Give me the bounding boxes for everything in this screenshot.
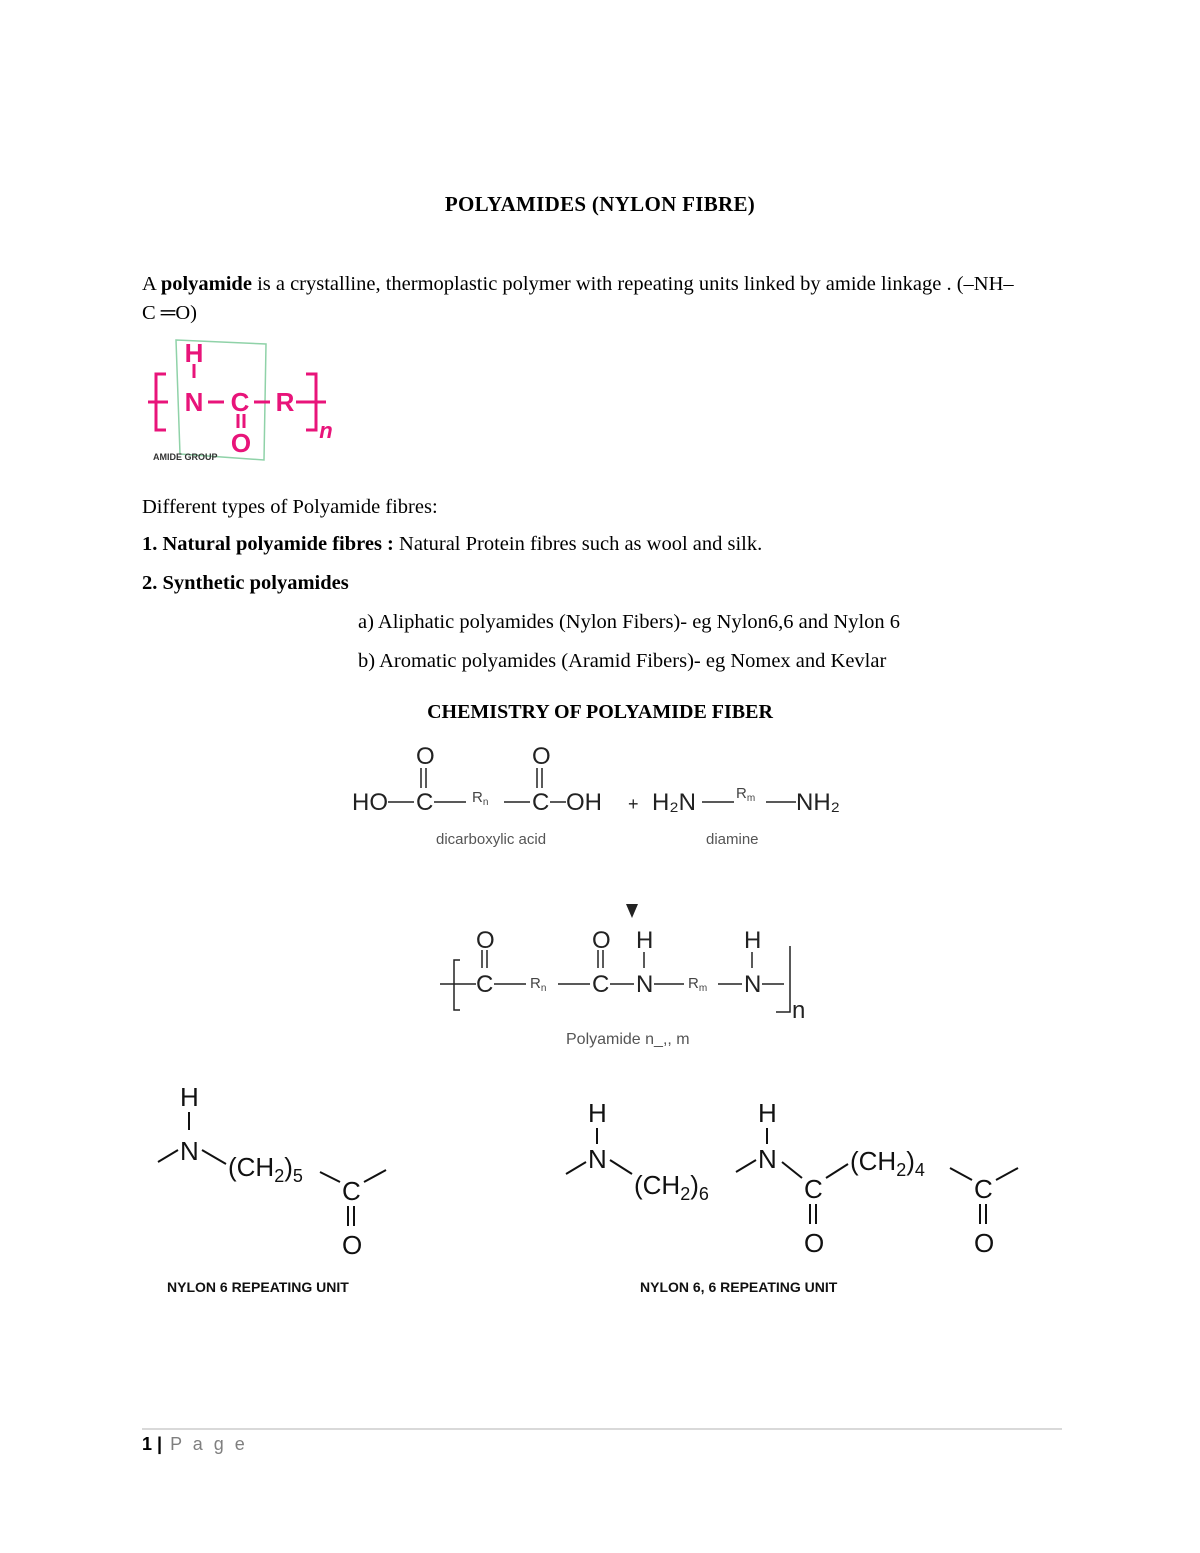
n6-n: N: [180, 1136, 199, 1166]
prod-h1: H: [636, 927, 654, 954]
natural-label: 1. Natural polyamide fibres :: [142, 533, 394, 555]
prod-n-sub: n: [792, 997, 806, 1024]
acid-c1: C: [416, 789, 434, 816]
n6-ch2: $(CH_2)_5$: [228, 1152, 303, 1186]
nylon6-caption: NYLON 6 REPEATING UNIT: [167, 1279, 349, 1295]
nylon66-figure: [560, 1094, 1040, 1304]
acid-o1: O: [416, 743, 435, 770]
n66-ch2-4: $(CH_2)_4$: [850, 1146, 925, 1180]
types-heading: Different types of Polyamide fibres:: [142, 496, 438, 518]
prod-n2: N: [744, 971, 762, 998]
n6-c: C: [342, 1176, 361, 1206]
n66-h2: H: [758, 1098, 777, 1128]
prod-o2: O: [592, 927, 611, 954]
acid-c2: C: [532, 789, 550, 816]
acid-caption: dicarboxylic acid: [436, 831, 547, 848]
prod-n1: N: [636, 971, 654, 998]
prod-c2: C: [592, 971, 610, 998]
page-number: 1 |: [142, 1434, 163, 1454]
n6-o: O: [342, 1230, 363, 1260]
footer-rule: [142, 1428, 1062, 1430]
atom-o: O: [230, 428, 252, 458]
n66-o1: O: [804, 1228, 825, 1258]
n66-h1: H: [588, 1098, 607, 1128]
intro-term: polyamide: [160, 273, 252, 295]
plus-sign: +: [628, 794, 639, 814]
atom-r: R: [275, 387, 295, 417]
page-footer: [142, 1434, 248, 1455]
intro-paragraph: [142, 270, 1022, 328]
natural-line: [142, 533, 762, 556]
nylon6-figure: [150, 1078, 410, 1308]
n66-c2: C: [974, 1174, 993, 1204]
synthetic-heading: 2. Synthetic polyamides: [142, 572, 349, 594]
page-label: P a g e: [162, 1434, 248, 1454]
polyamide-product-figure: [436, 926, 816, 1056]
arrow-down-icon: [624, 902, 640, 920]
reactants-figure: [340, 740, 880, 860]
nylon66-caption: NYLON 6, 6 REPEATING UNIT: [640, 1279, 838, 1295]
chemistry-title: CHEMISTRY OF POLYAMIDE FIBER: [427, 701, 773, 723]
atom-c: C: [230, 387, 250, 417]
acid-o2: O: [532, 743, 551, 770]
oh-group: OH: [566, 789, 602, 816]
n66-ch2-6: $(CH_2)_6$: [634, 1170, 709, 1204]
prod-o1: O: [476, 927, 495, 954]
n66-o2: O: [974, 1228, 995, 1258]
aromatic-line: b) Aromatic polyamides (Aramid Fibers)- eg Nomex and Kevlar: [358, 650, 887, 672]
prod-c1: C: [476, 971, 494, 998]
product-caption: Polyamide n_,, m: [566, 1031, 690, 1048]
rn-label: $R_n$: [472, 789, 489, 808]
n6-h: H: [180, 1082, 199, 1112]
prod-h2: H: [744, 927, 762, 954]
intro-a: A: [142, 273, 161, 295]
n66-n2: N: [758, 1144, 777, 1174]
page-title: POLYAMIDES (NYLON FIBRE): [444, 192, 756, 216]
amine-caption: diamine: [706, 831, 759, 848]
ho-group: HO: [352, 789, 388, 816]
prod-rm: $R_m$: [688, 975, 708, 994]
atom-n: N: [184, 387, 204, 417]
prod-rn: $R_n$: [530, 975, 547, 994]
amide-group-figure: [148, 336, 348, 466]
n66-c1: C: [804, 1174, 823, 1204]
rm-label: $R_m$: [736, 785, 756, 804]
intro-rest: is a crystalline, thermoplastic polymer with repeating units linked by amide linkage . (–NH–C ═O): [142, 273, 1014, 324]
h2n-group: H₂N: [652, 789, 696, 816]
aliphatic-line: a) Aliphatic polyamides (Nylon Fibers)- eg Nylon6,6 and Nylon 6: [358, 611, 901, 633]
subscript-n: n: [319, 418, 333, 443]
n66-n1: N: [588, 1144, 607, 1174]
amide-caption: AMIDE GROUP: [153, 452, 218, 462]
nh2-group: NH₂: [796, 789, 840, 816]
natural-text: Natural Protein fibres such as wool and silk.: [393, 533, 763, 555]
atom-h: H: [184, 338, 204, 368]
